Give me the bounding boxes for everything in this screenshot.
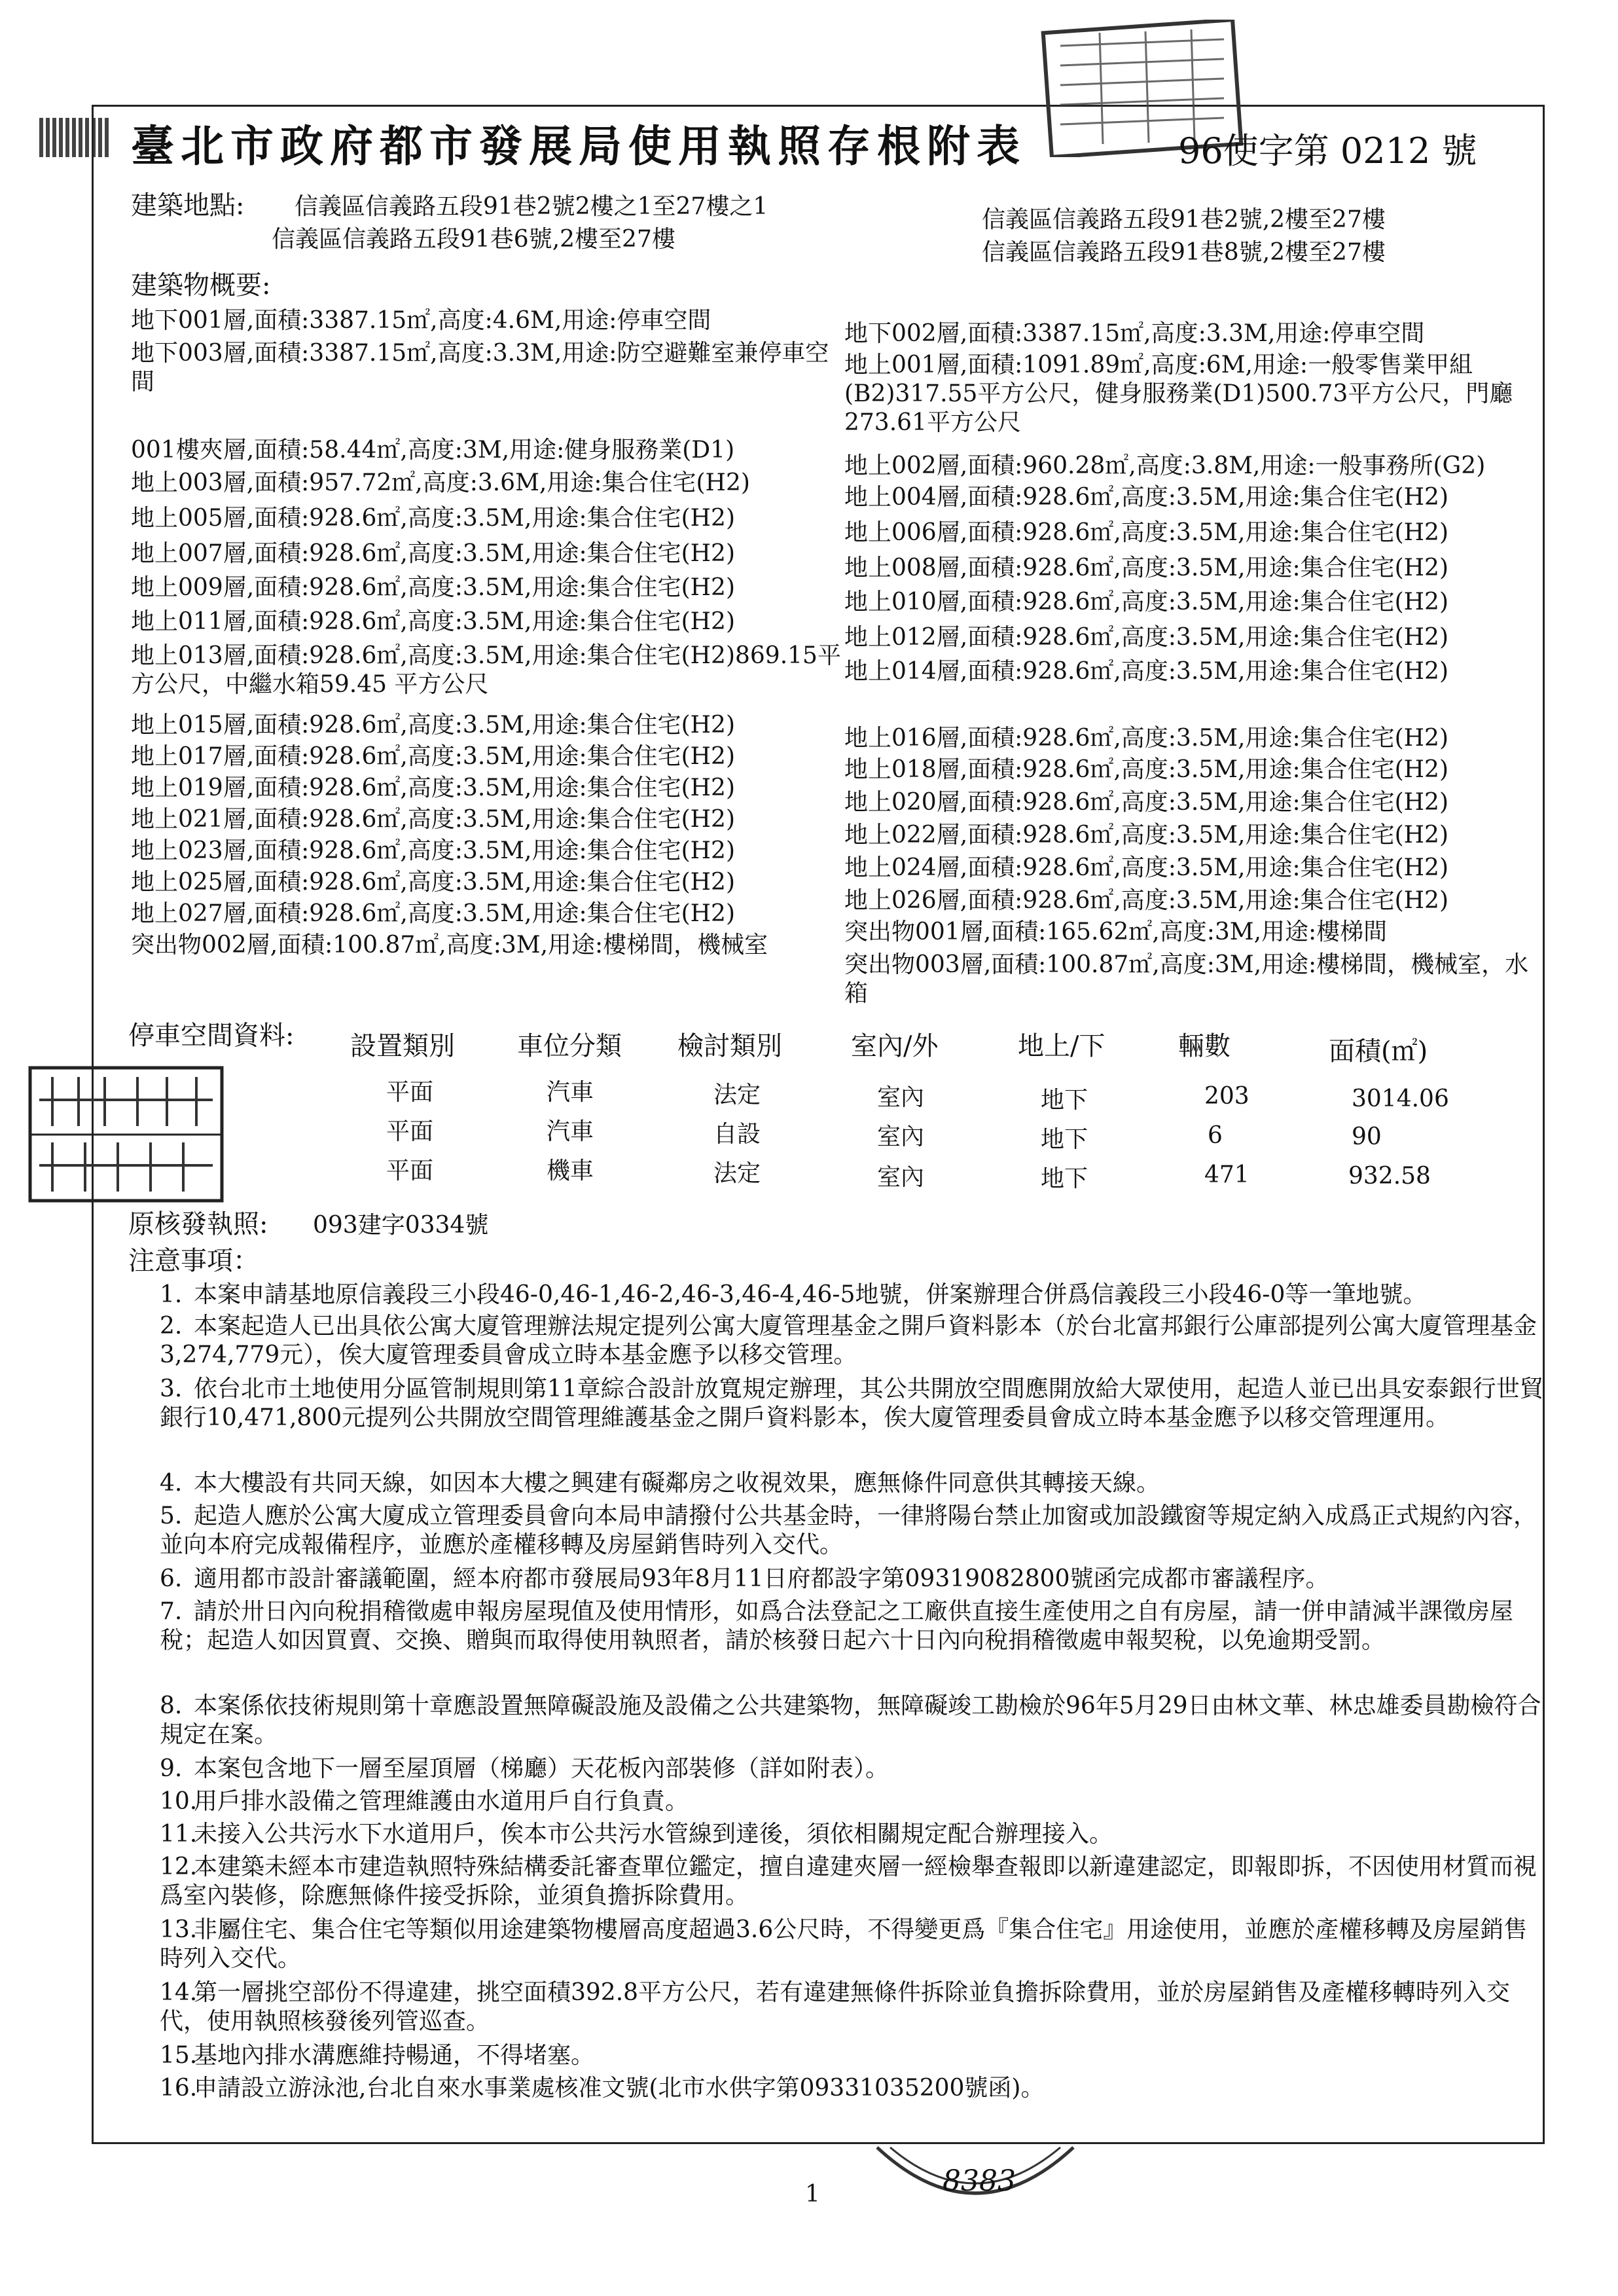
floor-left-19: 地上019層,面積:928.6㎡,高度:3.5M,用途:集合住宅(H2) (131, 774, 735, 801)
parking-header-type: 設置類別 (350, 1031, 455, 1061)
original-permit-value: 093建字0334號 (313, 1212, 489, 1239)
note-13: 13.非屬住宅、集合住宅等類似用途建築物樓層高度超過3.6公尺時，不得變更爲『集合住宅』用途使用，並應於產權移轉及房屋銷售時列入交代。 (160, 1916, 1528, 1972)
parking-row-1-indoor: 室內 (877, 1084, 925, 1111)
parking-row-1-vehicle: 汽車 (547, 1079, 594, 1106)
note-2: 2. 本案起造人已出具依公寓大廈管理辦法規定提列公寓大廈管理基金之開戶資料影本（於台北富邦銀行公庫部提列公寓大廈管理基金3,274,779元），俟大廈管理委員會成立時本基金應予以移交管理。 (160, 1313, 1537, 1368)
parking-row-3-area: 932.58 (1348, 1163, 1431, 1190)
note-6: 6. 適用都市設計審議範圍，經本府都市發展局93年8月11日府都設字第09319082800號函完成都市審議程序。 (160, 1565, 1329, 1592)
parking-row-2-level: 地下 (1041, 1126, 1088, 1153)
floor-left-3: 地上003層,面積:957.72㎡,高度:3.6M,用途:集合住宅(H2) (131, 469, 750, 496)
floor-left-21: 地上021層,面積:928.6㎡,高度:3.5M,用途:集合住宅(H2) (131, 806, 735, 833)
parking-header-area: 面積(㎡) (1329, 1036, 1428, 1066)
notes-label: 注意事項： (128, 1246, 259, 1276)
note-1: 1. 本案申請基地原信義段三小段46-0,46-1,46-2,46-3,46-4,46-5地號，併案辦理合併爲信義段三小段46-0等一筆地號。 (160, 1281, 1427, 1308)
floor-left-1m: 001樓夾層,面積:58.44㎡,高度:3M,用途:健身服務業(D1) (131, 437, 735, 464)
note-3: 3. 依台北市土地使用分區管制規則第11章綜合設計放寬規定辦理，其公共開放空間應開放給大眾使用，起造人並已出具安泰銀行世貿銀行10,471,800元提列公共開放空間管理維護基金之開戶資料影本，俟大廈管理委員會成立時本基金應予以移交管理運用。 (160, 1376, 1543, 1431)
floor-right-24: 地上024層,面積:928.6㎡,高度:3.5M,用途:集合住宅(H2) (844, 854, 1448, 881)
parking-row-2-indoor: 室內 (877, 1123, 925, 1150)
floor-right-14: 地上014層,面積:928.6㎡,高度:3.5M,用途:集合住宅(H2) (844, 658, 1448, 685)
seal-number: 8383 (943, 2164, 1016, 2198)
floor-left-r2: 突出物002層,面積:100.87㎡,高度:3M,用途:樓梯間，機械室 (131, 932, 768, 958)
permit-number: 96使字第 0212 號 (1178, 130, 1477, 172)
document-title: 臺北市政府都市發展局使用執照存根附表 (131, 120, 1026, 172)
floor-right-22: 地上022層,面積:928.6㎡,高度:3.5M,用途:集合住宅(H2) (844, 822, 1448, 848)
parking-row-1-review: 法定 (713, 1082, 761, 1108)
floor-left-27: 地上027層,面積:928.6㎡,高度:3.5M,用途:集合住宅(H2) (131, 900, 735, 927)
original-permit-label: 原核發執照: (128, 1209, 268, 1239)
parking-row-2-review: 自設 (713, 1121, 761, 1148)
approval-stamp (26, 1064, 226, 1205)
floor-left-9: 地上009層,面積:928.6㎡,高度:3.5M,用途:集合住宅(H2) (131, 574, 735, 601)
floor-right-r1: 突出物001層,面積:165.62㎡,高度:3M,用途:樓梯間 (844, 919, 1388, 945)
floor-right-8: 地上008層,面積:928.6㎡,高度:3.5M,用途:集合住宅(H2) (844, 555, 1448, 581)
parking-header-review: 檢討類別 (677, 1031, 782, 1061)
overview-label: 建築物概要: (131, 270, 271, 301)
parking-row-1-area: 3014.06 (1352, 1085, 1449, 1112)
site-address-2: 信義區信義路五段91巷6號,2樓至27樓 (272, 226, 675, 253)
floor-left-17: 地上017層,面積:928.6㎡,高度:3.5M,用途:集合住宅(H2) (131, 743, 735, 770)
parking-row-3-review: 法定 (713, 1160, 761, 1187)
floor-right-12: 地上012層,面積:928.6㎡,高度:3.5M,用途:集合住宅(H2) (844, 624, 1448, 651)
parking-row-3-indoor: 室內 (877, 1164, 925, 1191)
parking-label: 停車空間資料: (128, 1021, 295, 1051)
site-address-1: 信義區信義路五段91巷2號2樓之1至27樓之1 (295, 193, 768, 220)
site-address-4: 信義區信義路五段91巷8號,2樓至27樓 (982, 239, 1386, 266)
floor-left-23: 地上023層,面積:928.6㎡,高度:3.5M,用途:集合住宅(H2) (131, 837, 735, 864)
floor-right-20: 地上020層,面積:928.6㎡,高度:3.5M,用途:集合住宅(H2) (844, 789, 1448, 816)
note-4: 4. 本大樓設有共同天線，如因本大樓之興建有礙鄰房之收視效果，應無條件同意供其轉接天線。 (160, 1470, 1160, 1497)
floor-left-11: 地上011層,面積:928.6㎡,高度:3.5M,用途:集合住宅(H2) (131, 608, 735, 635)
parking-row-1-level: 地下 (1041, 1087, 1088, 1114)
parking-row-2-count: 6 (1208, 1122, 1223, 1149)
floor-left-25: 地上025層,面積:928.6㎡,高度:3.5M,用途:集合住宅(H2) (131, 869, 735, 896)
parking-row-1-count: 203 (1204, 1083, 1249, 1110)
parking-row-2-area: 90 (1352, 1123, 1382, 1150)
floor-right-4: 地上004層,面積:928.6㎡,高度:3.5M,用途:集合住宅(H2) (844, 484, 1448, 511)
floor-left-15: 地上015層,面積:928.6㎡,高度:3.5M,用途:集合住宅(H2) (131, 712, 735, 738)
floor-left-b1: 地下001層,面積:3387.15㎡,高度:4.6M,用途:停車空間 (131, 307, 711, 334)
floor-right-b2: 地下002層,面積:3387.15㎡,高度:3.3M,用途:停車空間 (844, 320, 1425, 347)
floor-right-1: 地上001層,面積:1091.89㎡,高度:6M,用途:一般零售業甲組(B2)317.55平方公尺，健身服務業(D1)500.73平方公尺，門廳273.61平方公尺 (844, 352, 1513, 436)
floor-right-26: 地上026層,面積:928.6㎡,高度:3.5M,用途:集合住宅(H2) (844, 887, 1448, 914)
parking-header-indoor: 室內/外 (851, 1031, 939, 1061)
note-12: 12.本建築未經本市建造執照特殊結構委託審查單位鑑定，擅自違建夾層一經檢舉查報即以新違建認定，即報即拆，不因使用材質而視爲室內裝修，除應無條件接受拆除，並須負擔拆除費用。 (160, 1853, 1537, 1909)
parking-row-3-level: 地下 (1041, 1165, 1088, 1192)
floor-right-10: 地上010層,面積:928.6㎡,高度:3.5M,用途:集合住宅(H2) (844, 589, 1448, 615)
seal-arc-stamp (871, 2141, 1080, 2219)
floor-left-7: 地上007層,面積:928.6㎡,高度:3.5M,用途:集合住宅(H2) (131, 540, 735, 567)
parking-row-2-vehicle: 汽車 (547, 1118, 594, 1145)
parking-header-vehicle: 車位分類 (517, 1031, 622, 1061)
floor-left-b3: 地下003層,面積:3387.15㎡,高度:3.3M,用途:防空避難室兼停車空間 (131, 340, 829, 395)
note-7: 7. 請於卅日內向稅捐稽徵處申報房屋現值及使用情形，如爲合法登記之工廠供直接生產使用之自有房屋，請一併申請減半課徵房屋稅；起造人如因買賣、交換、贈與而取得使用執照者，請於核發日起六十日內向稅捐稽徵處申報契稅，以免逾期受罰。 (160, 1598, 1514, 1654)
page-number: 1 (805, 2181, 820, 2208)
note-15: 15.基地內排水溝應維持暢通，不得堵塞。 (160, 2042, 595, 2069)
parking-row-3-count: 471 (1204, 1161, 1249, 1188)
note-5: 5. 起造人應於公寓大廈成立管理委員會向本局申請撥付公共基金時，一律將陽台禁止加窗或加設鐵窗等規定納入成爲正式規約內容，並向本府完成報備程序，並應於產權移轉及房屋銷售時列入交代。 (160, 1503, 1537, 1558)
floor-left-13: 地上013層,面積:928.6㎡,高度:3.5M,用途:集合住宅(H2)869.15平方公尺，中繼水箱59.45 平方公尺 (131, 642, 841, 698)
floor-right-2: 地上002層,面積:960.28㎡,高度:3.8M,用途:一般事務所(G2) (844, 452, 1486, 479)
note-16: 16.申請設立游泳池,台北自來水事業處核准文號(北市水供字第09331035200號函)。 (160, 2075, 1045, 2102)
floor-right-r3: 突出物003層,面積:100.87㎡,高度:3M,用途:樓梯間，機械室，水箱 (844, 951, 1529, 1007)
site-address-3: 信義區信義路五段91巷2號,2樓至27樓 (982, 206, 1386, 233)
ink-smudge (39, 118, 111, 157)
parking-header-count: 輛數 (1178, 1031, 1231, 1061)
note-9: 9. 本案包含地下一層至屋頂層（梯廳）天花板內部裝修（詳如附表）。 (160, 1755, 890, 1782)
floor-left-5: 地上005層,面積:928.6㎡,高度:3.5M,用途:集合住宅(H2) (131, 505, 735, 532)
parking-header-level: 地上/下 (1018, 1031, 1106, 1061)
site-label: 建築地點: (131, 191, 245, 221)
note-8: 8. 本案係依技術規則第十章應設置無障礙設施及設備之公共建築物，無障礙竣工勘檢於96年5月29日由林文華、林忠雄委員勘檢符合規定在案。 (160, 1692, 1541, 1748)
floor-right-6: 地上006層,面積:928.6㎡,高度:3.5M,用途:集合住宅(H2) (844, 519, 1448, 546)
parking-row-3-vehicle: 機車 (547, 1157, 594, 1184)
floor-right-16: 地上016層,面積:928.6㎡,高度:3.5M,用途:集合住宅(H2) (844, 725, 1448, 752)
parking-row-1-type: 平面 (386, 1079, 434, 1106)
note-10: 10.用戶排水設備之管理維護由水道用戶自行負責。 (160, 1788, 689, 1815)
note-14: 14.第一層挑空部份不得違建，挑空面積392.8平方公尺，若有違建無條件拆除並負擔拆除費用，並於房屋銷售及產權移轉時列入交代，使用執照核發後列管巡查。 (160, 1979, 1511, 2035)
floor-right-18: 地上018層,面積:928.6㎡,高度:3.5M,用途:集合住宅(H2) (844, 756, 1448, 783)
parking-row-2-type: 平面 (386, 1118, 434, 1145)
note-11: 11.未接入公共污水下水道用戶，俟本市公共污水管線到達後，須依相關規定配合辦理接入。 (160, 1821, 1113, 1848)
parking-row-3-type: 平面 (386, 1157, 434, 1184)
